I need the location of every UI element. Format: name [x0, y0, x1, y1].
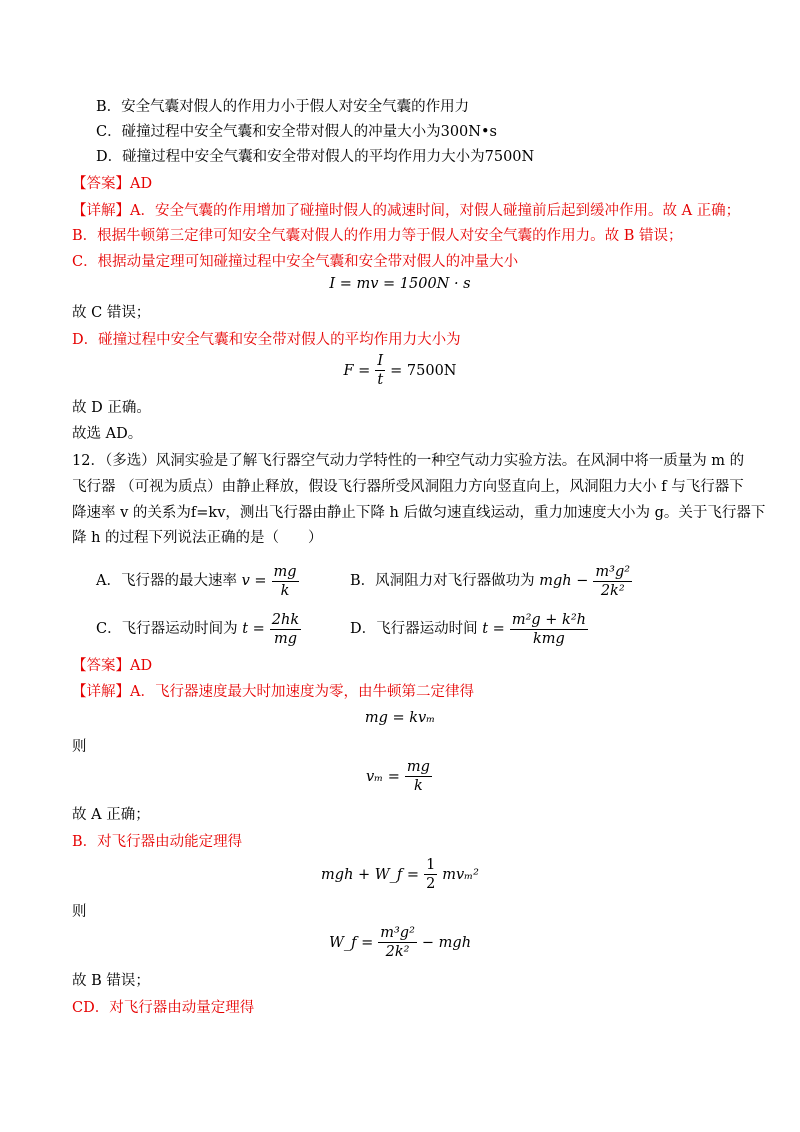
- q12-b-wrong: 故 B 错误；: [72, 973, 150, 989]
- fraction: [424, 856, 437, 893]
- q12-option-d: [350, 608, 590, 650]
- q11-detail-a: 【详解】A．安全气囊的作用增加了碰撞时假人的减速时间，对假人碰撞前后起到缓冲作用。故 A 正确；: [72, 203, 741, 219]
- numerator: 1: [426, 857, 436, 873]
- q11-equation-impulse: I = mv = 1500N · s: [329, 276, 471, 292]
- q11-option-b: B．安全气囊对假人的作用力小于假人对安全气囊的作用力: [96, 99, 470, 115]
- q12-detail-b: B．对飞行器由动能定理得: [72, 834, 243, 850]
- eq-lhs: mgh −: [539, 573, 589, 589]
- q12-equation-wf: [0, 924, 800, 961]
- fraction: [378, 924, 417, 961]
- fraction: [375, 352, 385, 389]
- eq-rhs: = 7500N: [390, 362, 457, 379]
- denominator: kmg: [532, 630, 565, 647]
- denominator: k: [280, 582, 290, 599]
- q11-detail-d: D．碰撞过程中安全气囊和安全带对假人的平均作用力大小为: [72, 332, 461, 348]
- eq-lhs: v =: [241, 573, 267, 589]
- q11-detail-c: C．根据动量定理可知碰撞过程中安全气囊和安全带对假人的冲量大小: [72, 254, 519, 270]
- denominator: t: [377, 372, 384, 388]
- q12-stem-line2: 飞行器 （可视为质点）由静止释放，假设飞行器所受风洞阻力方向竖直向上，风洞阻力大小 f 与飞行器下: [72, 479, 744, 495]
- fraction: [270, 611, 301, 648]
- q12-equation-newton: mg = kvₘ: [364, 710, 436, 726]
- fraction: [405, 758, 432, 795]
- eq-lhs: mgh + W_f =: [321, 866, 420, 883]
- q12-option-c: [96, 608, 303, 650]
- q12-a-right: 故 A 正确；: [72, 807, 150, 823]
- q12-stem-line4: 降 h 的过程下列说法正确的是（ ）: [72, 530, 323, 546]
- numerator: I: [377, 353, 384, 369]
- q12-answer: 【答案】AD: [72, 658, 153, 674]
- denominator: mg: [273, 630, 297, 647]
- q11-answer: 【答案】AD: [72, 176, 153, 192]
- eq-lhs: t =: [482, 621, 505, 637]
- q12-detail-cd: CD．对飞行器由动量定理得: [72, 1000, 255, 1016]
- q11-equation-force: [0, 352, 800, 389]
- q12-stem-line3: 降速率 v 的关系为f=kv，测出飞行器由静止下降 h 后做匀速直线运动，重力加速度大小为 g。关于飞行器下: [72, 505, 766, 521]
- q12-then-1: 则: [72, 739, 87, 755]
- numerator: mg: [273, 563, 297, 580]
- option-b-text: B．风洞阻力对飞行器做功为: [350, 573, 535, 589]
- q12-option-a: [96, 560, 301, 602]
- q11-conclusion: 故选 AD。: [72, 426, 143, 442]
- q11-c-wrong: 故 C 错误；: [72, 305, 151, 321]
- eq-rhs: mvₘ²: [442, 866, 479, 883]
- option-d-text: D．飞行器运动时间: [350, 621, 478, 637]
- q12-stem-line1: 12．（多选）风洞实验是了解飞行器空气动力学特性的一种空气动力实验方法。在风洞中将一质量为 m 的: [72, 453, 745, 469]
- option-c-text: C．飞行器运动时间为: [96, 621, 238, 637]
- fraction: [510, 611, 588, 648]
- numerator: m³g²: [380, 925, 415, 941]
- eq-lhs: F =: [343, 362, 371, 379]
- q12-equation-energy: [0, 856, 800, 893]
- q12-then-2: 则: [72, 904, 87, 920]
- q12-option-b: [350, 560, 634, 602]
- q11-d-right: 故 D 正确。: [72, 400, 151, 416]
- eq-lhs: W_f =: [328, 934, 374, 951]
- denominator: 2k²: [385, 944, 410, 960]
- q11-option-d: D．碰撞过程中安全气囊和安全带对假人的平均作用力大小为7500N: [96, 149, 535, 165]
- denominator: k: [414, 778, 423, 794]
- q11-option-c: C．碰撞过程中安全气囊和安全带对假人的冲量大小为300N•s: [96, 124, 497, 140]
- numerator: m³g²: [595, 563, 631, 580]
- numerator: m²g + k²h: [511, 611, 586, 628]
- eq-lhs: t =: [242, 621, 265, 637]
- denominator: 2: [426, 876, 436, 892]
- fraction: [272, 563, 299, 600]
- numerator: mg: [406, 759, 430, 775]
- option-a-text: A．飞行器的最大速率: [96, 573, 237, 589]
- denominator: 2k²: [600, 582, 625, 599]
- q12-detail-a: 【详解】A．飞行器速度最大时加速度为零，由牛顿第二定律得: [72, 684, 474, 700]
- eq-rhs: − mgh: [421, 934, 472, 951]
- numerator: 2hk: [271, 611, 300, 628]
- fraction: [593, 563, 632, 600]
- q12-equation-vm: [0, 758, 800, 795]
- eq-lhs: vₘ =: [366, 768, 400, 785]
- q11-detail-b: B．根据牛顿第三定律可知安全气囊对假人的作用力等于假人对安全气囊的作用力。故 B 错误；: [72, 228, 683, 244]
